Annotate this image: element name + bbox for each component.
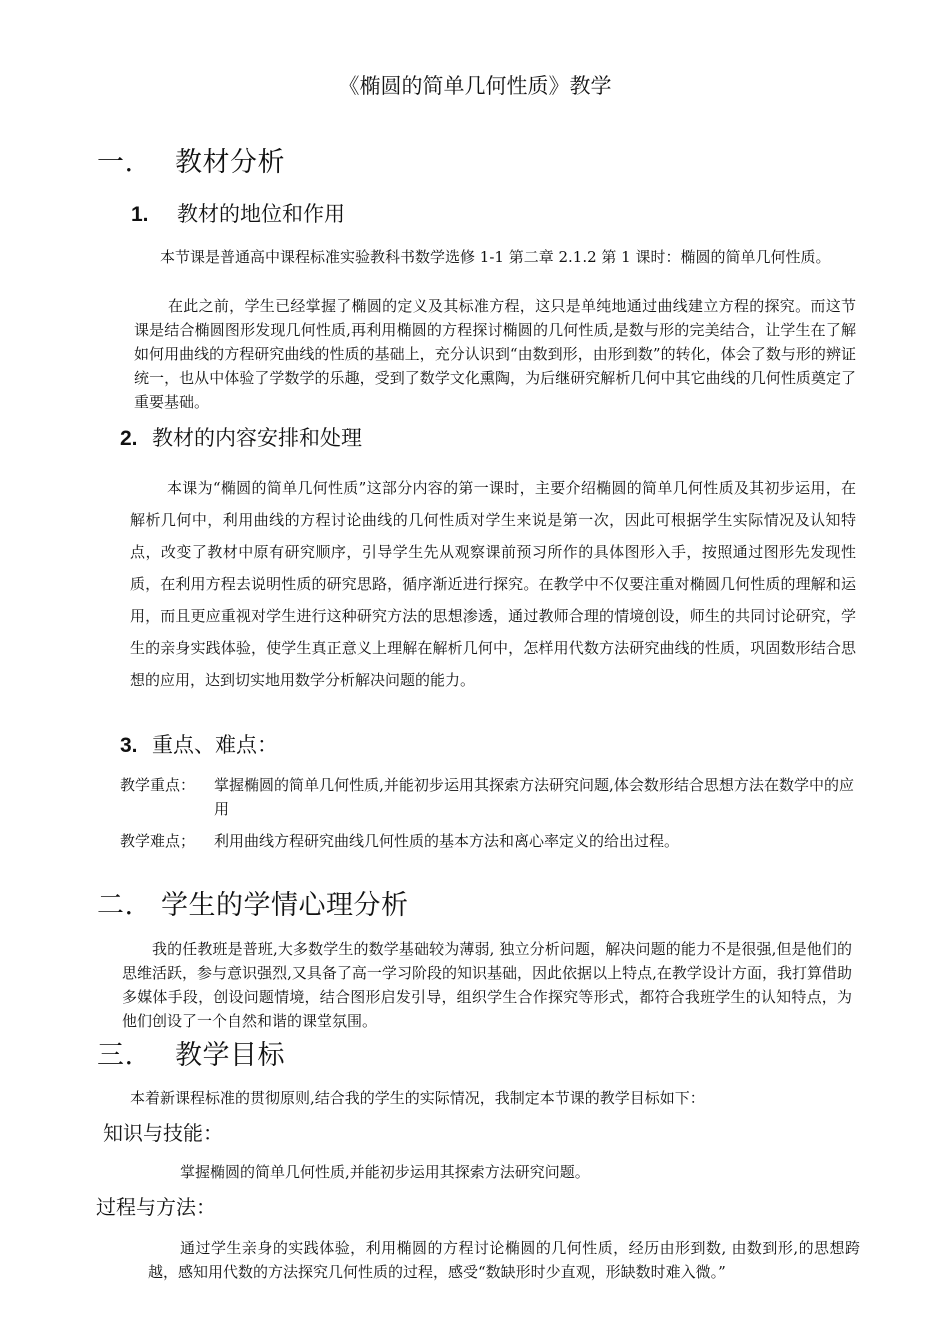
document-title: 《椭圆的简单几何性质》教学 [338,74,612,98]
section-3-number: 三. [97,1040,134,1071]
subsection-1-number: 1. [131,203,149,226]
subsection-2-number: 2. [120,427,138,450]
section-1-heading [97,140,285,179]
section-1-number: 一. [97,147,134,178]
subsection-3-title: 重点、难点： [152,733,278,757]
paragraph: 我的任教班是普班,大多数学生的数学基础较为薄弱, 独立分析问题，解决问题的能力不是很强,但是他们的思维活跃，参与意识强烈,又具备了高一学习阶段的知识基础，因此依据以上特点,在教学设计方面，我打算借助多媒体手段，创设问题情境，结合图形启发引导，组织学生合作探究等形式，都符合我班学生的认知特点，为他们创设了一个自然和谐的课堂氛围。 [122,940,852,1030]
section-3-title: 教学目标 [175,1040,285,1071]
paragraph: 本课为“椭圆的简单几何性质”这部分内容的第一课时，主要介绍椭圆的简单几何性质及其初步运用，在解析几何中，利用曲线的方程讨论曲线的几何性质对学生来说是第一次，因此可根据学生实际情况及认知特点，改变了教材中原有研究顺序，引导学生先从观察课前预习所作的具体图形入手，按照通过图形先发现性质，在利用方程去说明性质的研究思路，循序渐近进行探究。在教学中不仅要注重对椭圆几何性质的理解和运用，而且更应重视对学生进行这种研究方法的思想渗透，通过教师合理的情境创设，师生的共同讨论研究，学生的亲身实践体验，使学生真正意义上理解在解析几何中，怎样用代数方法研究曲线的性质，巩固数形结合思想的应用，达到切实地用数学分析解决问题的能力。 [130,479,856,689]
section-2-heading [97,883,409,922]
difficult-points-label: 教学难点； [120,832,196,850]
subsection-3-number: 3. [120,734,138,757]
section-2-number: 二. [97,890,134,921]
subsection-1-title: 教材的地位和作用 [177,202,345,226]
subsection-2-title: 教材的内容安排和处理 [152,426,362,450]
subsection-1-heading [131,198,345,228]
section-2-title: 学生的学情心理分析 [161,890,409,921]
paragraph: 通过学生亲身的实践体验，利用椭圆的方程讨论椭圆的几何性质，经历由形到数, 由数到形,的思想跨越，感知用代数的方法探究几何性质的过程，感受“数缺形时少直观，形缺数时难入微。” [148,1239,860,1281]
paragraph: 本着新课程标准的贯彻原则,结合我的学生的实际情况，我制定本节课的教学目标如下： [130,1089,705,1107]
difficult-points-text: 利用曲线方程研究曲线几何性质的基本方法和离心率定义的给出过程。 [214,832,680,850]
subsection-3-heading [120,729,278,759]
knowledge-skills-label: 知识与技能： [103,1121,223,1145]
section-1-title: 教材分析 [175,147,285,178]
section-3-heading [97,1033,285,1072]
paragraph: 本节课是普通高中课程标准实验教科书数学选修 1-1 第二章 2.1.2 第 1 课时：椭圆的简单几何性质。 [160,248,831,266]
key-points-label: 教学重点： [120,776,196,794]
process-methods-label: 过程与方法： [96,1195,216,1219]
paragraph: 在此之前，学生已经掌握了椭圆的定义及其标准方程，这只是单纯地通过曲线建立方程的探究。而这节课是结合椭圆图形发现几何性质,再利用椭圆的方程探讨椭圆的几何性质,是数与形的完美结合，让学生在了解如何用曲线的方程研究曲线的性质的基础上，充分认识到“由数到形，由形到数”的转化，体会了数与形的辨证统一，也从中体验了学数学的乐趣，受到了数学文化熏陶，为后继研究解析几何中其它曲线的几何性质奠定了重要基础。 [134,297,856,411]
subsection-2-heading [120,422,362,452]
paragraph: 掌握椭圆的简单几何性质,并能初步运用其探索方法研究问题。 [180,1163,590,1181]
key-points-text: 掌握椭圆的简单几何性质,并能初步运用其探索方法研究问题,体会数形结合思想方法在数学中的应用 [214,776,854,818]
